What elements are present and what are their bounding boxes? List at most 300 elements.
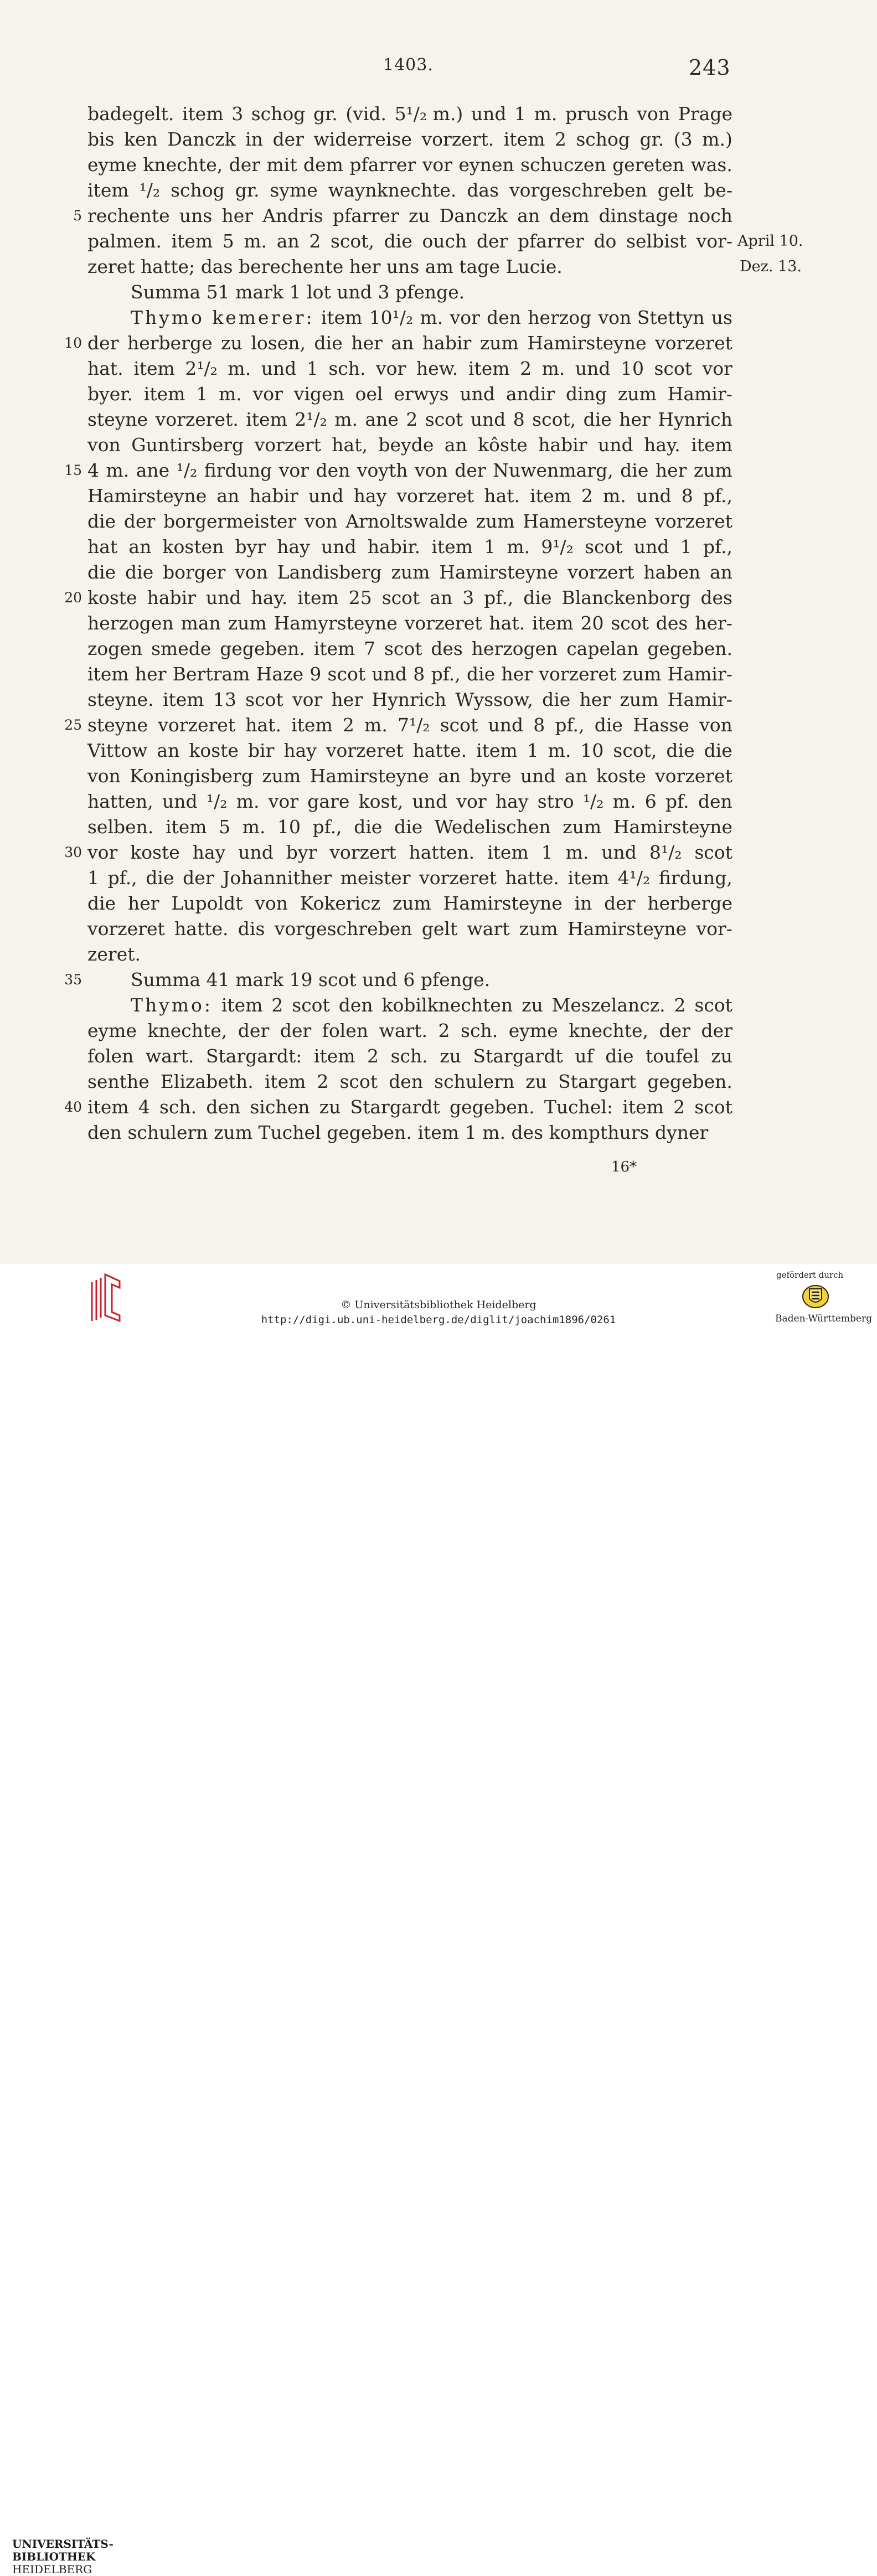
text-line [87, 534, 732, 560]
text-line [87, 763, 732, 789]
word: pf., [484, 587, 514, 608]
word: Johannither [223, 867, 332, 889]
word: an [517, 205, 540, 226]
word: des [431, 638, 463, 659]
word: folen [87, 1045, 134, 1067]
word: 13 [213, 689, 236, 710]
text-line [87, 1120, 732, 1145]
word: und [636, 485, 672, 507]
word: folen [322, 1020, 369, 1041]
word: item [87, 1096, 129, 1118]
word: die [583, 409, 612, 430]
word: hat, [332, 434, 368, 456]
permalink-url[interactable]: http://digi.ub.uni-heidelberg.de/diglit/joachim1896/0261 [261, 1314, 616, 1326]
baden-wuerttemberg-emblem-icon [802, 1283, 829, 1309]
text-line [87, 1069, 732, 1095]
word: in [574, 892, 592, 914]
word: scot [654, 358, 693, 379]
word: habir. [367, 536, 421, 557]
text-line [87, 611, 732, 636]
text-line [87, 254, 732, 280]
word: von Stettyn [598, 307, 705, 328]
word: 1 [680, 536, 692, 557]
word: vor- [696, 230, 732, 252]
word: mit [266, 154, 297, 175]
word: 6 [403, 969, 415, 990]
word: und [633, 536, 669, 557]
word: die [146, 867, 174, 889]
text-line [87, 152, 732, 178]
word: bir [247, 740, 275, 761]
word: ding [566, 383, 607, 405]
word: Vittow [87, 740, 148, 761]
word: und [162, 791, 198, 812]
word: eyme [508, 1020, 558, 1041]
word: steyne [87, 409, 148, 430]
word: Hamir- [667, 689, 732, 710]
word: item [476, 740, 518, 761]
word: widerreise [313, 128, 412, 150]
word: und [362, 969, 398, 990]
word: 2 [554, 128, 566, 150]
word: pfarrer [332, 205, 399, 226]
word: m. [228, 358, 251, 379]
word: vorgeschreben [509, 179, 647, 201]
word: vor [376, 358, 406, 379]
word: 10 [621, 358, 644, 379]
word: zum [228, 612, 267, 634]
word: eynen [458, 154, 514, 175]
text-line [87, 458, 732, 483]
word: und [460, 383, 496, 405]
margin-date-note: Dez. 13. [740, 258, 802, 275]
word: Stargardt: [205, 1045, 302, 1067]
text-line [87, 865, 732, 891]
word: item [313, 638, 355, 659]
word: an [276, 230, 300, 252]
word: und [598, 434, 633, 456]
text-line [87, 1095, 732, 1120]
word: den [206, 1096, 241, 1118]
text-line [87, 789, 732, 814]
word: 2 [367, 1045, 379, 1067]
word: von [637, 103, 670, 125]
word: hatte. [174, 918, 229, 939]
line-number: 10 [64, 335, 82, 351]
word: pf., [107, 867, 137, 889]
word: und [261, 358, 297, 379]
word: die [384, 230, 412, 252]
word: 1 [514, 103, 527, 125]
word: ken [124, 128, 158, 150]
word: und [601, 842, 637, 863]
word: Guntirsberg [131, 434, 244, 456]
word: 3 [462, 587, 474, 608]
word: 20 [580, 612, 604, 634]
word: an [430, 587, 453, 608]
word: 5¹/₂ m.) [394, 103, 463, 125]
word: item [182, 103, 224, 125]
word: sch. [461, 1020, 498, 1041]
word: scot [318, 969, 357, 990]
word: ¹/₂ [206, 791, 228, 812]
word: vorzeret [326, 740, 404, 761]
word: vorzeret [539, 663, 617, 685]
word: der [280, 1020, 312, 1041]
word: m. [219, 383, 242, 405]
word: 8 [533, 714, 545, 736]
text-line [87, 942, 732, 967]
word: vorzeret [404, 612, 482, 634]
word: die [467, 663, 496, 685]
word: die [666, 740, 695, 761]
word: toufel [646, 1045, 699, 1067]
word: kost, [358, 791, 404, 812]
word: waynknechte. [328, 179, 457, 201]
word: zu [711, 1045, 732, 1067]
word: Stargardt [473, 1045, 563, 1067]
word: des [700, 587, 732, 608]
word: syme [270, 179, 318, 201]
word: scot, [330, 230, 374, 252]
word: herzogen [87, 612, 174, 634]
word: m.) [702, 128, 732, 150]
word: 4¹/₂ [617, 867, 651, 889]
word: item [417, 1122, 460, 1143]
word: der [123, 510, 156, 532]
word: scot [327, 663, 366, 685]
word: kompthurs [549, 1122, 649, 1143]
word: zum [391, 561, 430, 583]
word: 4 [138, 1096, 150, 1118]
word: Landisberg [277, 561, 382, 583]
word: her [349, 256, 381, 277]
text-line [87, 713, 732, 738]
word: sichen [250, 1096, 310, 1118]
word: berechente [238, 256, 344, 277]
word: koste [596, 765, 646, 787]
word: des [511, 1122, 544, 1143]
running-header [0, 55, 877, 83]
word: Summa [131, 281, 201, 303]
word: zum [214, 1122, 252, 1143]
word: (vid. [345, 103, 386, 125]
word: 2¹/₂ [185, 358, 218, 379]
word: 2 [317, 1071, 329, 1092]
word: 1 [87, 867, 99, 889]
word: das [467, 179, 499, 201]
word: zu [319, 1096, 341, 1118]
word: uf [575, 1045, 594, 1067]
word: m. [334, 409, 358, 430]
word: 2 [581, 485, 593, 507]
word: die [605, 1045, 634, 1067]
word: gare [307, 791, 350, 812]
word: dem [549, 205, 590, 226]
word: von [87, 434, 121, 456]
word: sch. [159, 1096, 197, 1118]
word: vor- [696, 918, 732, 939]
text-line [87, 585, 732, 611]
margin-date-note: April 10. [737, 233, 803, 250]
word: habir [249, 485, 298, 507]
word: den [698, 791, 732, 812]
word: von [415, 460, 448, 481]
word: Lupoldt [171, 892, 243, 914]
word: von [699, 714, 732, 736]
word: den [389, 1071, 424, 1092]
word: Koningisberg [130, 765, 253, 787]
text-line [87, 229, 732, 254]
line-number: 5 [73, 208, 82, 224]
word: und [488, 714, 524, 736]
word: tage [459, 256, 501, 277]
word: pfenge. [420, 969, 491, 990]
body-text [87, 101, 732, 1145]
word: vorzeret [655, 765, 732, 787]
word: ane [365, 409, 399, 430]
word: scot [381, 587, 420, 608]
word: item [297, 587, 339, 608]
word: vorzert [568, 561, 634, 583]
word: gegeben. [327, 1122, 412, 1143]
text-line [87, 280, 732, 305]
word: Wedelischen [434, 816, 551, 838]
word: zum [620, 689, 659, 710]
word: zeret [87, 256, 135, 277]
text-line [87, 509, 732, 534]
word: her- [695, 612, 732, 634]
header-year: 1403. [383, 55, 434, 75]
word: hay [353, 485, 387, 507]
word: scot [339, 1071, 378, 1092]
word: zum [622, 663, 662, 685]
word: item [171, 230, 213, 252]
word: eyme [87, 154, 137, 175]
text-line [87, 381, 732, 407]
word: an [564, 765, 587, 787]
word: an [128, 536, 152, 557]
word: der [238, 1020, 270, 1041]
word: her [331, 689, 363, 710]
word: Arnoltswalde [345, 510, 468, 532]
word: scot, [532, 409, 576, 430]
word: herberge [127, 332, 213, 354]
word: die [314, 332, 343, 354]
word: mark [235, 969, 283, 990]
word: 2 [673, 1096, 685, 1118]
word: die [394, 816, 423, 838]
word: der [229, 154, 261, 175]
word: und [372, 663, 407, 685]
word: an [216, 485, 240, 507]
word: uns [179, 205, 213, 226]
word: wart [467, 918, 510, 939]
word: die [354, 816, 383, 838]
word: scot, [613, 740, 657, 761]
word: item [691, 434, 732, 456]
word: 2 [271, 994, 283, 1016]
word: 7¹/₂ [398, 714, 430, 736]
word: 8 [413, 663, 425, 685]
word: gr. [235, 179, 260, 201]
word: Hamirsteyne [443, 892, 563, 914]
text-line [87, 636, 732, 662]
word: knechte, [569, 1020, 649, 1041]
word: firdung, [658, 867, 732, 889]
text-line [87, 993, 732, 1018]
word: m. [364, 714, 388, 736]
word: ¹/₂ [582, 791, 604, 812]
word: voyth [357, 460, 408, 481]
line-number: 40 [64, 1099, 82, 1115]
text-line [87, 1018, 732, 1044]
word: das [200, 256, 233, 277]
word: kobilknechten [381, 994, 513, 1016]
word: hay [495, 791, 529, 812]
word: Elizabeth. [160, 1071, 254, 1092]
word: pf., [555, 714, 585, 736]
word: 5 [222, 230, 234, 252]
word: 7 [364, 638, 376, 659]
word: hay [277, 536, 310, 557]
word: die [594, 714, 623, 736]
word: byer. [87, 383, 133, 405]
word: 8¹/₂ [649, 842, 682, 863]
word: gegeben. [449, 1096, 535, 1118]
word: hatten. [409, 842, 475, 863]
scanned-page [0, 0, 877, 1264]
word: hat. [87, 358, 123, 379]
word: prusch [565, 103, 629, 125]
word: 2 [438, 1020, 450, 1041]
word: vor [422, 154, 452, 175]
word: dinstage [599, 205, 678, 226]
word: was. [690, 154, 732, 175]
word: und [470, 409, 506, 430]
word: zeret. [87, 943, 141, 965]
word: der [272, 128, 304, 150]
word: item [221, 994, 263, 1016]
line-number: 25 [64, 717, 82, 733]
word: 10¹/₂ [369, 307, 414, 328]
word: Hasse [633, 714, 689, 736]
word: m. [541, 358, 565, 379]
word: der [183, 867, 214, 889]
word: von [235, 561, 268, 583]
word: zum [262, 765, 301, 787]
word: Hamirsteyne [527, 332, 647, 354]
word: rechente [87, 205, 170, 226]
word: 4 [87, 460, 99, 481]
word: Haze [256, 663, 303, 685]
word: kôste [478, 434, 528, 456]
word: hatten, [87, 791, 153, 812]
word: von [87, 765, 121, 787]
word: und [471, 103, 507, 125]
word: sch. [390, 1045, 428, 1067]
word: palmen. [87, 230, 162, 252]
word: scot [425, 409, 463, 430]
word: die [87, 510, 116, 532]
word: die [542, 689, 571, 710]
word: knechte, [143, 154, 223, 175]
word: vor [456, 791, 487, 812]
word: ¹/₂ [176, 460, 198, 481]
word: her [619, 409, 651, 430]
word: m. [612, 791, 636, 812]
word: 9 [309, 663, 322, 685]
word: Tuchel [258, 1122, 321, 1143]
word: lot [307, 281, 331, 303]
word: Bertram [172, 663, 250, 685]
word: 2 [342, 714, 354, 736]
word: knechte, [147, 1020, 228, 1041]
word: hat. [484, 485, 520, 507]
word: Thymo kemerer: [131, 307, 314, 328]
word: pf. [665, 791, 689, 812]
word: schog [171, 179, 225, 201]
word: borgermeister [163, 510, 297, 532]
word: hay. [251, 587, 288, 608]
word: Kokericz [300, 892, 381, 914]
word: der [476, 230, 508, 252]
word: und [520, 765, 556, 787]
text-line [87, 101, 732, 127]
word: 9¹/₂ [541, 536, 574, 557]
word: zum [617, 383, 657, 405]
word: her [127, 892, 159, 914]
word: gereten [612, 154, 685, 175]
word: scot [440, 714, 478, 736]
word: gelt [421, 918, 458, 939]
word: Hamirsteyne [613, 816, 732, 838]
word: 10 [277, 816, 301, 838]
word: Hamersteyne [523, 510, 647, 532]
word: schog [251, 103, 306, 125]
word: an [444, 434, 467, 456]
word: des [656, 612, 688, 634]
word: zogen [87, 638, 143, 659]
word: losen, [251, 332, 306, 354]
word: und [412, 791, 448, 812]
word: an [391, 332, 414, 354]
word: oel [355, 383, 383, 405]
word: und [321, 536, 357, 557]
word: die [87, 561, 116, 583]
word: hatte. [412, 740, 467, 761]
word: item [165, 816, 207, 838]
word: noch [688, 205, 732, 226]
text-line [87, 203, 732, 229]
word: 1 [541, 842, 553, 863]
word: do [594, 230, 617, 252]
word: Hamirsteyne [87, 485, 207, 507]
word: die [620, 460, 649, 481]
word: zu [440, 1045, 461, 1067]
word: stro [537, 791, 574, 812]
page-number: 243 [689, 55, 731, 80]
word: dis [238, 918, 265, 939]
word: 5 [219, 816, 231, 838]
text-line [87, 560, 732, 585]
word: gegeben. [220, 638, 305, 659]
word: vorzeret. [155, 409, 239, 430]
text-line [87, 407, 732, 432]
word: man [180, 612, 221, 634]
word: an [438, 765, 461, 787]
word: steyne [87, 714, 148, 736]
